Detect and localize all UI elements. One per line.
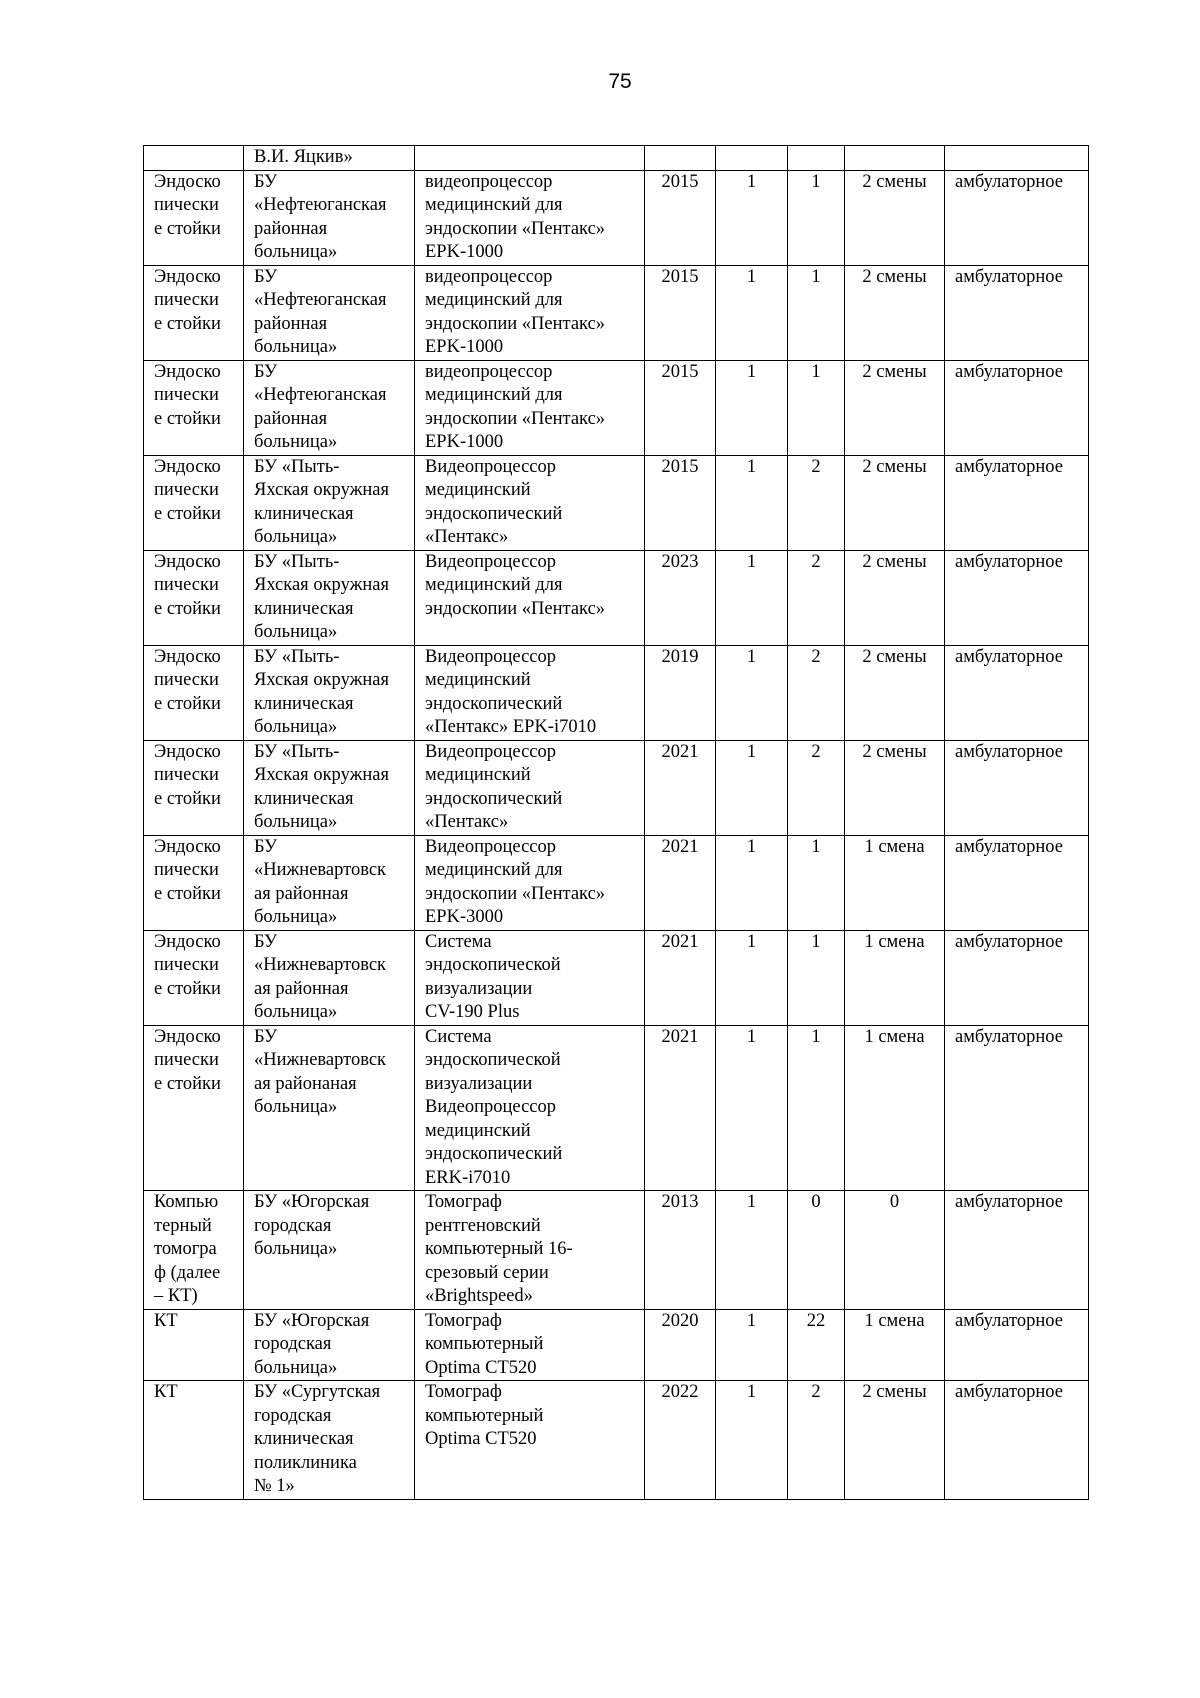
organization-cell: БУ «Пыть- Яхская окружная клиническая больница» (244, 455, 415, 550)
shifts-cell: 2 смены (845, 360, 945, 455)
quantity-cell: 1 (716, 360, 788, 455)
load-cell: 2 (788, 455, 845, 550)
equipment-type-cell: Эндоско пически е стойки (144, 1025, 244, 1191)
table-row (144, 645, 1089, 740)
organization-cell: БУ «Сургутская городская клиническая поликлиника № 1» (244, 1381, 415, 1500)
equipment-table (143, 145, 1089, 1500)
organization-cell: БУ «Югорская городская больница» (244, 1191, 415, 1310)
table-row (144, 146, 1089, 171)
table-row (144, 740, 1089, 835)
device-model-cell: Система эндоскопической визуализации Видеопроцессор медицинский эндоскопический ERK-i7010 (415, 1025, 645, 1191)
load-cell: 0 (788, 1191, 845, 1310)
quantity-cell: 1 (716, 1191, 788, 1310)
organization-cell: БУ «Нижневартовск ая районная больница» (244, 930, 415, 1025)
table-row (144, 1025, 1089, 1191)
year-cell: 2015 (645, 360, 716, 455)
care-mode-cell: амбулаторное (945, 930, 1089, 1025)
shifts-cell: 1 смена (845, 835, 945, 930)
device-model-cell: Томограф компьютерный Optima CT520 (415, 1309, 645, 1381)
table-row (144, 360, 1089, 455)
shifts-cell (845, 146, 945, 171)
shifts-cell: 2 смены (845, 1381, 945, 1500)
year-cell: 2015 (645, 170, 716, 265)
table-row (144, 1191, 1089, 1310)
year-cell: 2021 (645, 1025, 716, 1191)
quantity-cell: 1 (716, 835, 788, 930)
care-mode-cell: амбулаторное (945, 360, 1089, 455)
shifts-cell: 2 смены (845, 645, 945, 740)
quantity-cell: 1 (716, 740, 788, 835)
table-row (144, 1381, 1089, 1500)
shifts-cell: 2 смены (845, 170, 945, 265)
quantity-cell: 1 (716, 930, 788, 1025)
equipment-type-cell: КТ (144, 1381, 244, 1500)
load-cell: 2 (788, 550, 845, 645)
load-cell: 2 (788, 645, 845, 740)
care-mode-cell: амбулаторное (945, 835, 1089, 930)
quantity-cell: 1 (716, 455, 788, 550)
year-cell: 2021 (645, 930, 716, 1025)
shifts-cell: 1 смена (845, 930, 945, 1025)
year-cell: 2021 (645, 740, 716, 835)
year-cell: 2020 (645, 1309, 716, 1381)
device-model-cell: видеопроцессор медицинский для эндоскопии «Пентакс» EPK-1000 (415, 265, 645, 360)
table-row (144, 835, 1089, 930)
load-cell: 1 (788, 170, 845, 265)
care-mode-cell: амбулаторное (945, 645, 1089, 740)
page-number: 75 (608, 70, 632, 93)
table-row (144, 455, 1089, 550)
load-cell: 1 (788, 360, 845, 455)
shifts-cell: 0 (845, 1191, 945, 1310)
device-model-cell: Томограф компьютерный Optima CT520 (415, 1381, 645, 1500)
load-cell: 2 (788, 1381, 845, 1500)
quantity-cell (716, 146, 788, 171)
device-model-cell: Видеопроцессор медицинский эндоскопический «Пентакс» EPK-i7010 (415, 645, 645, 740)
organization-cell: БУ «Нефтеюганская районная больница» (244, 170, 415, 265)
care-mode-cell: амбулаторное (945, 550, 1089, 645)
year-cell: 2015 (645, 455, 716, 550)
device-model-cell: Видеопроцессор медицинский эндоскопический «Пентакс» (415, 455, 645, 550)
shifts-cell: 2 смены (845, 455, 945, 550)
equipment-type-cell: Эндоско пически е стойки (144, 930, 244, 1025)
shifts-cell: 2 смены (845, 550, 945, 645)
device-model-cell: видеопроцессор медицинский для эндоскопии «Пентакс» EPK-1000 (415, 360, 645, 455)
shifts-cell: 1 смена (845, 1025, 945, 1191)
equipment-type-cell: Эндоско пически е стойки (144, 740, 244, 835)
equipment-type-cell: Эндоско пически е стойки (144, 265, 244, 360)
organization-cell: БУ «Нефтеюганская районная больница» (244, 265, 415, 360)
organization-cell: В.И. Яцкив» (244, 146, 415, 171)
care-mode-cell: амбулаторное (945, 265, 1089, 360)
device-model-cell: Система эндоскопической визуализации CV-190 Plus (415, 930, 645, 1025)
table-body (144, 146, 1089, 1500)
load-cell: 1 (788, 265, 845, 360)
device-model-cell (415, 146, 645, 171)
quantity-cell: 1 (716, 1025, 788, 1191)
load-cell: 1 (788, 930, 845, 1025)
shifts-cell: 1 смена (845, 1309, 945, 1381)
device-model-cell: Видеопроцессор медицинский для эндоскопии «Пентакс» (415, 550, 645, 645)
quantity-cell: 1 (716, 170, 788, 265)
care-mode-cell: амбулаторное (945, 455, 1089, 550)
table-row (144, 265, 1089, 360)
device-model-cell: Томограф рентгеновский компьютерный 16- срезовый серии «Brightspeed» (415, 1191, 645, 1310)
quantity-cell: 1 (716, 550, 788, 645)
equipment-type-cell: Эндоско пически е стойки (144, 455, 244, 550)
year-cell: 2021 (645, 835, 716, 930)
year-cell: 2023 (645, 550, 716, 645)
care-mode-cell: амбулаторное (945, 1191, 1089, 1310)
table-row (144, 930, 1089, 1025)
year-cell: 2013 (645, 1191, 716, 1310)
organization-cell: БУ «Пыть- Яхская окружная клиническая больница» (244, 740, 415, 835)
care-mode-cell: амбулаторное (945, 1309, 1089, 1381)
equipment-type-cell: КТ (144, 1309, 244, 1381)
equipment-type-cell: Эндоско пически е стойки (144, 170, 244, 265)
organization-cell: БУ «Нижневартовск ая районная больница» (244, 835, 415, 930)
equipment-type-cell (144, 146, 244, 171)
year-cell: 2015 (645, 265, 716, 360)
equipment-type-cell: Эндоско пически е стойки (144, 360, 244, 455)
device-model-cell: Видеопроцессор медицинский эндоскопический «Пентакс» (415, 740, 645, 835)
organization-cell: БУ «Нижневартовск ая районаная больница» (244, 1025, 415, 1191)
organization-cell: БУ «Пыть- Яхская окружная клиническая больница» (244, 645, 415, 740)
care-mode-cell: амбулаторное (945, 740, 1089, 835)
quantity-cell: 1 (716, 645, 788, 740)
shifts-cell: 2 смены (845, 740, 945, 835)
shifts-cell: 2 смены (845, 265, 945, 360)
equipment-type-cell: Эндоско пически е стойки (144, 835, 244, 930)
device-model-cell: видеопроцессор медицинский для эндоскопии «Пентакс» EPK-1000 (415, 170, 645, 265)
equipment-type-cell: Компью терный томогра ф (далее – КТ) (144, 1191, 244, 1310)
load-cell: 1 (788, 835, 845, 930)
load-cell: 22 (788, 1309, 845, 1381)
quantity-cell: 1 (716, 1309, 788, 1381)
load-cell (788, 146, 845, 171)
care-mode-cell: амбулаторное (945, 1025, 1089, 1191)
equipment-type-cell: Эндоско пически е стойки (144, 645, 244, 740)
care-mode-cell: амбулаторное (945, 170, 1089, 265)
load-cell: 2 (788, 740, 845, 835)
load-cell: 1 (788, 1025, 845, 1191)
table-row (144, 170, 1089, 265)
device-model-cell: Видеопроцессор медицинский для эндоскопии «Пентакс» EPK-3000 (415, 835, 645, 930)
table-row (144, 550, 1089, 645)
organization-cell: БУ «Югорская городская больница» (244, 1309, 415, 1381)
care-mode-cell (945, 146, 1089, 171)
organization-cell: БУ «Нефтеюганская районная больница» (244, 360, 415, 455)
year-cell (645, 146, 716, 171)
quantity-cell: 1 (716, 1381, 788, 1500)
organization-cell: БУ «Пыть- Яхская окружная клиническая больница» (244, 550, 415, 645)
equipment-type-cell: Эндоско пически е стойки (144, 550, 244, 645)
table-row (144, 1309, 1089, 1381)
year-cell: 2019 (645, 645, 716, 740)
quantity-cell: 1 (716, 265, 788, 360)
care-mode-cell: амбулаторное (945, 1381, 1089, 1500)
year-cell: 2022 (645, 1381, 716, 1500)
